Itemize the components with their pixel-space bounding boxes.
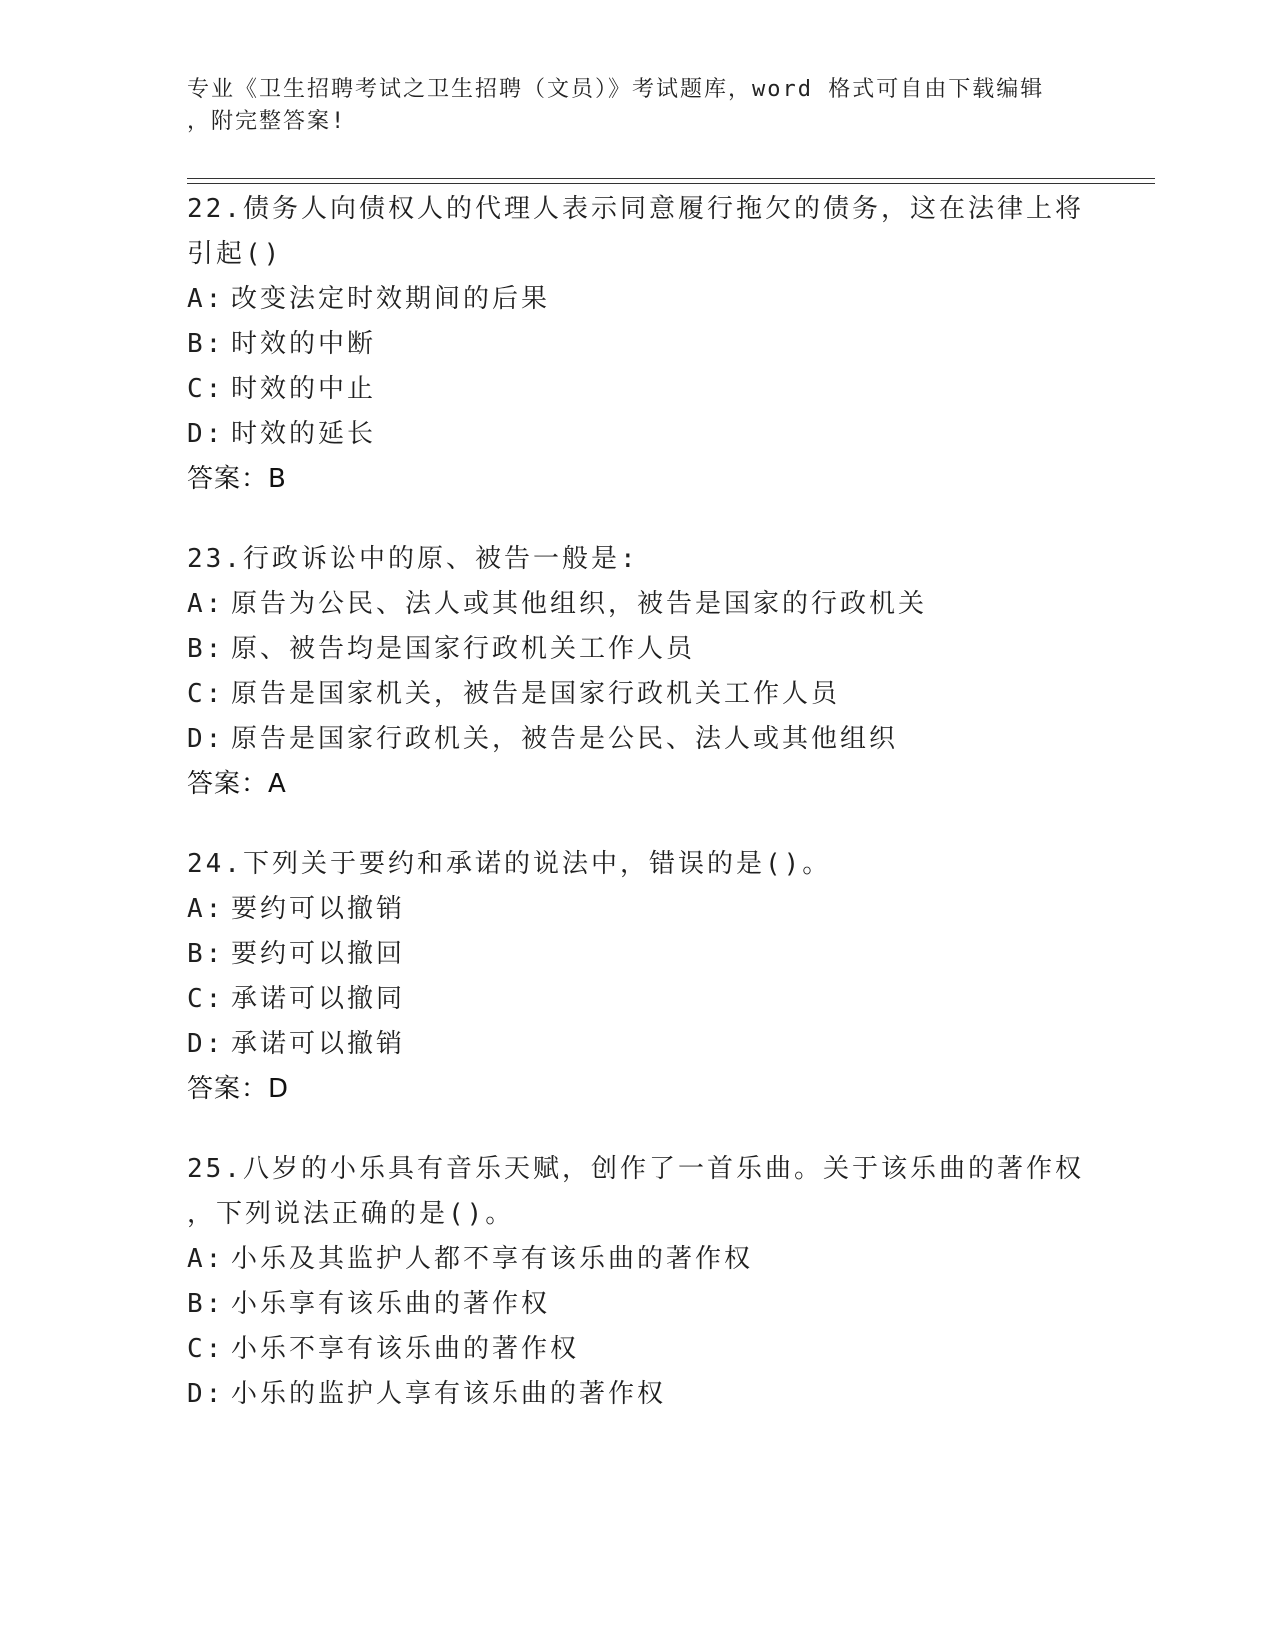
option-key: B: (187, 634, 225, 664)
header-line-1: 专业《卫生招聘考试之卫生招聘（文员）》考试题库，word 格式可自由下载编辑 (187, 77, 1045, 102)
option-b (187, 627, 1087, 672)
option-text: 时效的中止 (231, 374, 377, 404)
option-text: 原告是国家机关，被告是国家行政机关工作人员 (231, 679, 841, 709)
stem-line: 24.下列关于要约和承诺的说法中，错误的是()。 (187, 849, 832, 879)
option-text: 原、被告均是国家行政机关工作人员 (231, 634, 696, 664)
option-text: 小乐不享有该乐曲的著作权 (231, 1334, 580, 1364)
option-text: 承诺可以撤销 (231, 1029, 406, 1059)
option-c (187, 977, 1087, 1022)
question-stem (187, 537, 1087, 582)
option-c (187, 367, 1087, 412)
option-text: 承诺可以撤同 (231, 984, 406, 1014)
option-key: A: (187, 284, 225, 314)
option-key: C: (187, 374, 225, 404)
header-divider-bottom (187, 183, 1155, 184)
option-d (187, 1372, 1087, 1417)
option-b (187, 932, 1087, 977)
option-text: 要约可以撤回 (231, 939, 406, 969)
option-key: A: (187, 1244, 225, 1274)
option-a (187, 582, 1087, 627)
stem-line: ，下列说法正确的是()。 (187, 1199, 515, 1229)
option-d (187, 412, 1087, 457)
option-d (187, 1022, 1087, 1067)
answer-line: 答案：D (187, 1074, 290, 1104)
question-stem (187, 1147, 1087, 1237)
option-key: B: (187, 329, 225, 359)
option-key: C: (187, 984, 225, 1014)
question-stem (187, 842, 1087, 887)
header-divider-top (187, 178, 1155, 179)
option-a (187, 277, 1087, 322)
question-stem (187, 187, 1087, 277)
question-23 (187, 537, 1087, 807)
option-b (187, 322, 1087, 367)
option-text: 小乐的监护人享有该乐曲的著作权 (231, 1379, 667, 1409)
option-key: C: (187, 679, 225, 709)
stem-line: 引起() (187, 239, 283, 269)
option-key: A: (187, 894, 225, 924)
option-key: D: (187, 1029, 225, 1059)
option-c (187, 672, 1087, 717)
option-key: B: (187, 939, 225, 969)
option-key: C: (187, 1334, 225, 1364)
option-c (187, 1327, 1087, 1372)
question-24 (187, 842, 1087, 1112)
option-key: D: (187, 419, 225, 449)
answer-line: 答案：B (187, 464, 287, 494)
document-header (187, 74, 1067, 138)
option-key: D: (187, 724, 225, 754)
option-key: D: (187, 1379, 225, 1409)
option-text: 时效的中断 (231, 329, 377, 359)
option-a (187, 1237, 1087, 1282)
question-25 (187, 1147, 1087, 1417)
option-text: 原告是国家行政机关，被告是公民、法人或其他组织 (231, 724, 899, 754)
stem-line: 25.八岁的小乐具有音乐天赋，创作了一首乐曲。关于该乐曲的著作权 (187, 1154, 1084, 1184)
stem-line: 22.债务人向债权人的代理人表示同意履行拖欠的债务，这在法律上将 (187, 194, 1084, 224)
option-text: 原告为公民、法人或其他组织，被告是国家的行政机关 (231, 589, 928, 619)
option-b (187, 1282, 1087, 1327)
answer-line: 答案：A (187, 769, 287, 799)
option-text: 改变法定时效期间的后果 (231, 284, 551, 314)
option-text: 小乐享有该乐曲的著作权 (231, 1289, 551, 1319)
option-key: A: (187, 589, 225, 619)
option-text: 要约可以撤销 (231, 894, 406, 924)
option-d (187, 717, 1087, 762)
stem-line: 23.行政诉讼中的原、被告一般是: (187, 544, 639, 574)
option-a (187, 887, 1087, 932)
option-text: 时效的延长 (231, 419, 377, 449)
option-key: B: (187, 1289, 225, 1319)
option-text: 小乐及其监护人都不享有该乐曲的著作权 (231, 1244, 754, 1274)
question-22 (187, 187, 1087, 502)
header-line-2: ，附完整答案! (187, 109, 347, 134)
